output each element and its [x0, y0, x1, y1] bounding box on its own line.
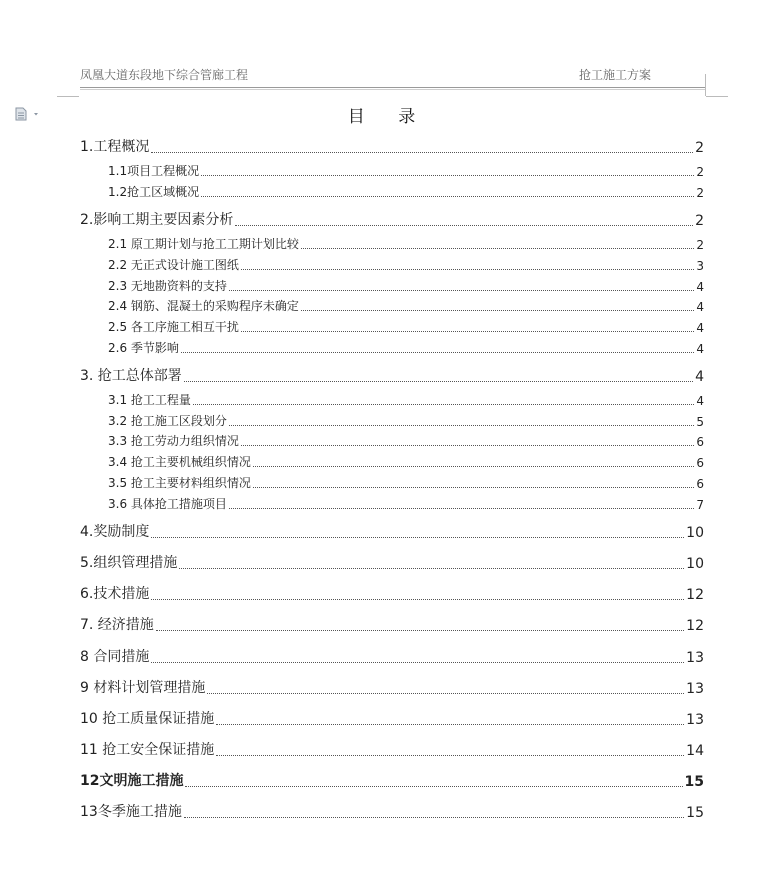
toc-entry[interactable]	[108, 391, 704, 408]
toc-leader-dots	[151, 151, 693, 153]
toc-leader-dots	[229, 507, 694, 509]
toc-entry-title: 9 材料计划管理措施	[80, 680, 206, 696]
toc-entry-title: 3.6 具体抢工措施项目	[108, 497, 227, 511]
toc-entry-page: 2	[695, 213, 704, 229]
toc-entry[interactable]	[108, 495, 704, 512]
toc-entry-title: 2.1 原工期计划与抢工工期计划比较	[108, 237, 299, 251]
toc-entry[interactable]	[80, 646, 704, 666]
header-rule-secondary	[80, 89, 706, 90]
toc-entry-page: 6	[696, 435, 704, 449]
toc-leader-dots	[216, 723, 684, 725]
toc-entry[interactable]	[80, 614, 704, 634]
toc-leader-dots	[229, 424, 694, 426]
toc-entry-page: 10	[686, 556, 704, 572]
toc-leader-dots	[253, 486, 694, 488]
toc-entry[interactable]	[80, 552, 704, 572]
margin-mark-right	[706, 96, 728, 97]
toc-entry-title: 2.4 钢筋、混凝土的采购程序未确定	[108, 299, 299, 313]
toc-entry[interactable]	[80, 521, 704, 541]
toc-entry[interactable]	[80, 770, 704, 790]
toc-leader-dots	[151, 536, 684, 538]
toc-leader-dots	[185, 785, 682, 787]
toc-entry-title: 3.1 抢工工程量	[108, 393, 191, 407]
toc-leader-dots	[201, 195, 694, 197]
toc-entry-title: 2.2 无正式设计施工图纸	[108, 258, 239, 272]
toc-entry-title: 1.2抢工区域概况	[108, 185, 200, 199]
toc-leader-dots	[301, 247, 694, 249]
toc-entry-page: 15	[686, 805, 704, 821]
page-header	[80, 66, 706, 86]
toc-entry-page: 13	[686, 712, 704, 728]
toc-entry-page: 4	[696, 300, 704, 314]
toc-entry-page: 7	[696, 498, 704, 512]
toc-entry-title: 4.奖励制度	[80, 524, 150, 540]
toc-entry-page: 2	[696, 238, 704, 252]
toc-entry[interactable]	[108, 162, 704, 179]
margin-mark-left	[57, 96, 79, 97]
header-project-name: 凤凰大道东段地下综合管廊工程	[80, 68, 249, 82]
toc-entry-page: 2	[696, 165, 704, 179]
toc-entry[interactable]	[80, 365, 704, 385]
toc-leader-dots	[229, 289, 694, 291]
toc-leader-dots	[156, 629, 684, 631]
toc-leader-dots	[216, 754, 684, 756]
toc-entry-title: 2.5 各工序施工相互干扰	[108, 320, 239, 334]
toc-entry-title: 3.5 抢工主要材料组织情况	[108, 476, 251, 490]
toc-leader-dots	[201, 174, 694, 176]
toc-entry[interactable]	[108, 412, 704, 429]
toc-entry-page: 4	[695, 369, 704, 385]
toc-entry-page: 14	[686, 743, 704, 759]
toc-entry[interactable]	[80, 677, 704, 697]
toc-entry-title: 1.工程概况	[80, 139, 150, 155]
toc-entry[interactable]	[80, 209, 704, 229]
margin-mark-right-vertical	[705, 74, 706, 96]
toc-entry-page: 13	[686, 681, 704, 697]
toc-entry-page: 6	[696, 477, 704, 491]
header-rule	[80, 87, 706, 88]
toc-entry[interactable]	[108, 256, 704, 273]
toc-entry-title: 8 合同措施	[80, 649, 150, 665]
toc-leader-dots	[241, 268, 694, 270]
toc-leader-dots	[181, 351, 694, 353]
toc-entry-page: 4	[696, 321, 704, 335]
toc-entry-title: 10 抢工质量保证措施	[80, 711, 215, 727]
toc-leader-dots	[301, 309, 694, 311]
toc-leader-dots	[253, 465, 694, 467]
toc-entry[interactable]	[108, 318, 704, 335]
toc-entry-page: 4	[696, 394, 704, 408]
toc-entry-page: 2	[696, 186, 704, 200]
toc-entry-title: 7. 经济措施	[80, 617, 154, 633]
toc-entry-title: 1.1项目工程概况	[108, 164, 200, 178]
toc-entry-title: 2.影响工期主要因素分析	[80, 212, 234, 228]
toc-leader-dots	[241, 444, 694, 446]
toc-leader-dots	[241, 330, 694, 332]
toc-entry[interactable]	[80, 583, 704, 603]
toc-entry-title: 5.组织管理措施	[80, 555, 178, 571]
toc-entry-page: 10	[686, 525, 704, 541]
toc-entry[interactable]	[108, 235, 704, 252]
header-doc-name: 抢工施工方案	[578, 68, 651, 82]
toc-entry-page: 12	[686, 587, 704, 603]
toc-entry-page: 5	[696, 415, 704, 429]
toc-leader-dots	[235, 224, 693, 226]
toc-entry[interactable]	[80, 136, 704, 156]
toc-entry-page: 3	[696, 259, 704, 273]
toc-entry-page: 4	[696, 342, 704, 356]
toc-leader-dots	[193, 403, 694, 405]
toc-entry[interactable]	[108, 297, 704, 314]
toc-leader-dots	[207, 692, 684, 694]
toc-entry-title: 3.4 抢工主要机械组织情况	[108, 455, 251, 469]
toc-leader-dots	[151, 598, 684, 600]
toc-entry[interactable]	[108, 277, 704, 294]
toc-leader-dots	[184, 816, 684, 818]
toc-entry-page: 13	[686, 650, 704, 666]
toc-entry-title: 3.3 抢工劳动力组织情况	[108, 434, 239, 448]
toc-leader-dots	[184, 380, 693, 382]
toc-entry-page: 2	[695, 140, 704, 156]
toc-entry-title: 11 抢工安全保证措施	[80, 742, 215, 758]
toc-entry-title: 13冬季施工措施	[80, 804, 182, 820]
toc-entry-title: 3. 抢工总体部署	[80, 368, 182, 384]
toc-entry[interactable]	[80, 708, 704, 728]
toc-entry-title: 3.2 抢工施工区段划分	[108, 414, 227, 428]
toc-entry-page: 12	[686, 618, 704, 634]
toc-entry[interactable]	[108, 339, 704, 356]
toc-leader-dots	[151, 661, 684, 663]
toc-entry-title: 12文明施工措施	[80, 773, 184, 789]
toc-entry-title: 2.6 季节影响	[108, 341, 179, 355]
toc-entry-title: 2.3 无地勘资料的支持	[108, 279, 227, 293]
toc-entry[interactable]	[108, 432, 704, 449]
toc-title: 目 录	[347, 107, 430, 127]
toc-entry-page: 6	[696, 456, 704, 470]
toc-leader-dots	[179, 567, 684, 569]
toc-entry-title: 6.技术措施	[80, 586, 150, 602]
toc-entry[interactable]	[108, 183, 704, 200]
toc-entry[interactable]	[108, 474, 704, 491]
toc-entry-page: 4	[696, 280, 704, 294]
toc-entry[interactable]	[80, 801, 704, 821]
toc-entry-page: 15	[684, 774, 704, 790]
toc-entry[interactable]	[108, 453, 704, 470]
toc-entry[interactable]	[80, 739, 704, 759]
